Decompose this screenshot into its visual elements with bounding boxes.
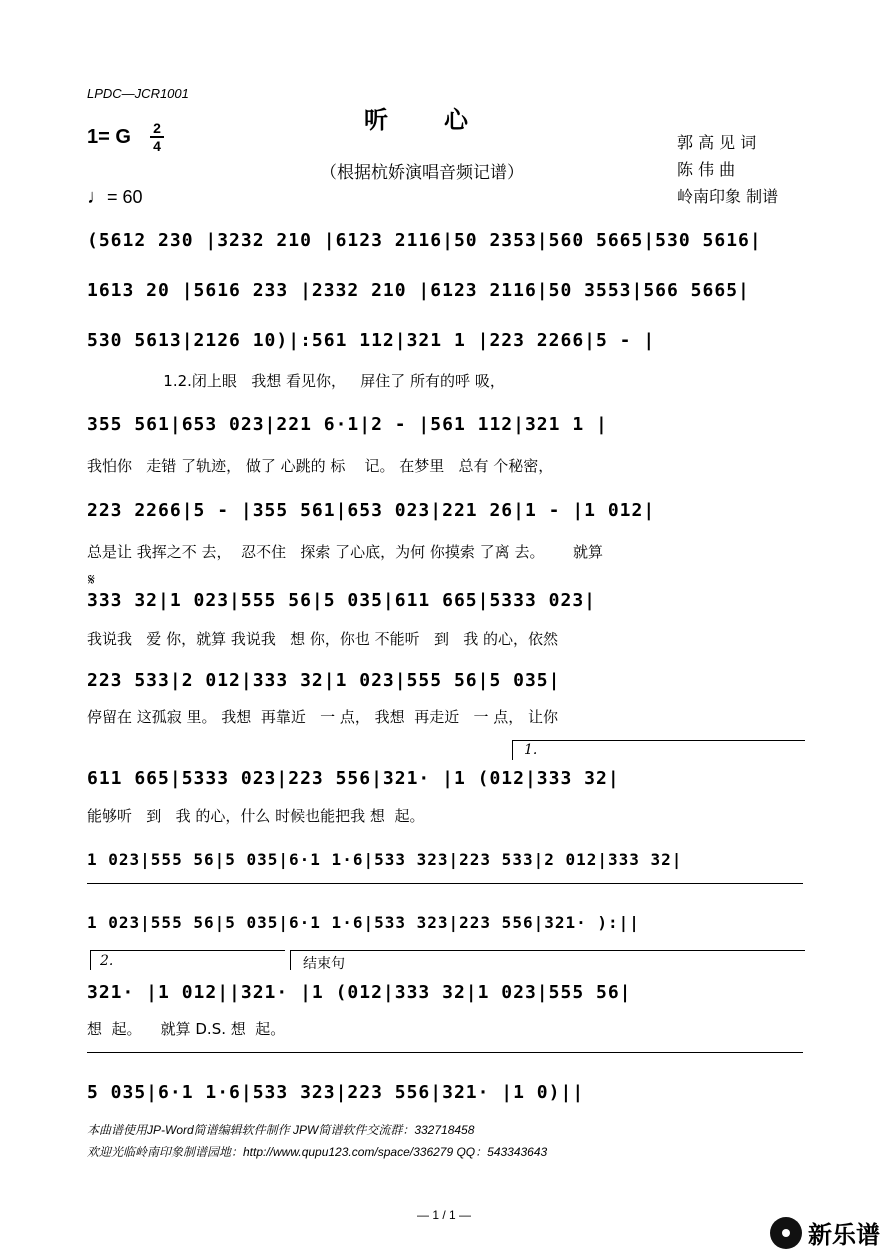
score-row-7: 223 533|2 012|333 32|1 023|555 56|5 035|: [87, 670, 561, 691]
site-logo: [770, 1215, 880, 1250]
score-row-4: 355 561|653 023|221 6·1|2 - |561 112|321 1 |: [87, 414, 608, 435]
score-row-2: 1613 20 |5616 233 |2332 210 |6123 2116|50 3553|566 5665|: [87, 280, 750, 301]
composer: 陈 伟 曲: [677, 160, 736, 179]
lyric-row-3: 1.2.闭上眼 我想 看见你， 屏住了 所有的呼 吸，: [87, 372, 505, 390]
volta-2-label: 2.: [100, 953, 114, 969]
score-row-6: 333 32|1 023|555 56|5 035|611 665|5333 023|: [87, 590, 596, 611]
time-top: 2: [153, 120, 161, 136]
tempo-value: = 60: [107, 187, 143, 207]
arranger: 岭南印象 制谱: [677, 187, 779, 206]
lyric-row-7: 停留在 这孤寂 里。 我想 再靠近 一 点， 我想 再走近 一 点， 让你: [87, 708, 559, 726]
lyric-row-11: 想 起。 就算 D.S. 想 起。: [87, 1020, 286, 1038]
score-row-12: 5 035|6·1 1·6|533 323|223 556|321· |1 0)||: [87, 1082, 585, 1103]
lyric-row-6: 我说我 爱 你，就算 我说我 想 你，你也 不能听 到 我 的心，依然: [87, 630, 559, 648]
score-row-1: (5612 230 |3232 210 |6123 2116|50 2353|560 5665|530 5616|: [87, 230, 762, 251]
time-signature: [150, 120, 164, 154]
ending-label: 结束句: [303, 956, 345, 972]
lyric-row-5: 总是让 我挥之不 去， 忍不住 探索 了心底，为何 你摸索 了离 去。 就算: [87, 543, 604, 561]
tempo-marking: [87, 186, 143, 209]
score-row-8: 611 665|5333 023|223 556|321· |1 (012|333 32|: [87, 768, 620, 789]
footer-line-2: 欢迎光临岭南印象制谱园地：http://www.qupu123.com/space/336279 QQ：543343643: [87, 1145, 548, 1159]
score-code: LPDC—JCR1001: [87, 86, 189, 101]
score-row-3: 530 5613|2126 10)|:561 112|321 1 |223 2266|5 - |: [87, 330, 656, 351]
key-signature: 1= G: [87, 126, 131, 148]
lyricist: 郭 高 见 词: [677, 133, 757, 152]
volta-1-label: 1.: [524, 742, 538, 758]
score-row-11: 321· |1 012||321· |1 (012|333 32|1 023|555 56|: [87, 982, 632, 1003]
logo-text: 新乐谱: [808, 1221, 880, 1249]
score-row-10: 1 023|555 56|5 035|6·1 1·6|533 323|223 556|321· ):||: [87, 913, 640, 932]
score-row-9: 1 023|555 56|5 035|6·1 1·6|533 323|223 533|2 012|333 32|: [87, 850, 683, 869]
page-number: — 1 / 1 —: [416, 1208, 472, 1222]
quarter-note-icon: ♩: [87, 186, 107, 208]
segno-sign: 𝄋: [88, 570, 95, 589]
time-bottom: 4: [153, 138, 161, 154]
lyric-row-4: 我怕你 走错 了轨迹， 做了 心跳的 标 记。 在梦里 总有 个秘密，: [87, 457, 554, 475]
lyric-row-8: 能够听 到 我 的心，什么 时候也能把我 想 起。: [87, 807, 425, 825]
vinyl-disc-icon: [770, 1217, 802, 1249]
subtitle: （根据杭娇演唱音频记谱）: [320, 163, 524, 183]
score-row-5: 223 2266|5 - |355 561|653 023|221 26|1 - |1 012|: [87, 500, 656, 521]
footer-line-1: 本曲谱使用JP-Word简谱编辑软件制作 JPW简谱软件交流群：332718458: [87, 1123, 475, 1137]
song-title: 听心: [364, 105, 524, 134]
